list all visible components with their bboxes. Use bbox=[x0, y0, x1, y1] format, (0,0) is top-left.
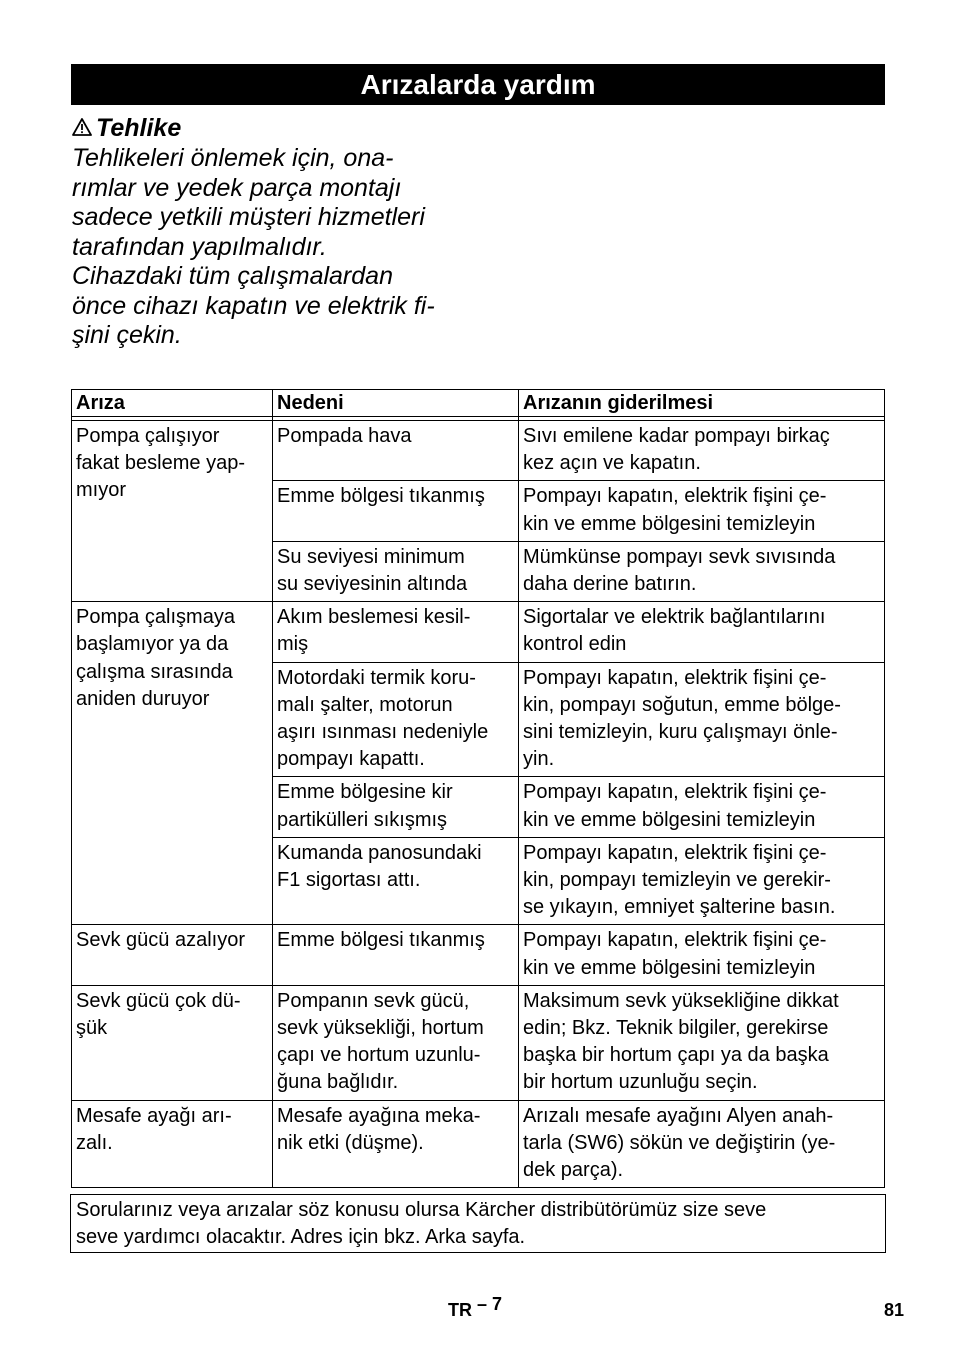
cause-line: miş bbox=[277, 633, 309, 656]
table-row bbox=[72, 925, 885, 985]
remedy-line: tarla (SW6) sökün ve değiştirin (ye- bbox=[523, 1131, 836, 1154]
service-notice bbox=[70, 1194, 886, 1253]
fault-line: Pompa çalışıyor bbox=[76, 425, 220, 447]
remedy-cell bbox=[519, 481, 885, 541]
remedy-line: kontrol edin bbox=[523, 633, 627, 656]
header-cause: Nedeni bbox=[273, 390, 519, 417]
header-remedy: Arızanın giderilmesi bbox=[519, 390, 885, 417]
cause-cell bbox=[273, 541, 519, 601]
cause-line: sevk yüksekliği, hortum bbox=[277, 1017, 484, 1040]
remedy-line: se yıkayın, emniyet şalterine basın. bbox=[523, 896, 836, 919]
warning-line: sadece yetkili müşteri hizmetleri bbox=[72, 203, 425, 231]
cause-line: Mesafe ayağına meka- bbox=[277, 1104, 481, 1127]
fault-line: Sevk gücü azalıyor bbox=[76, 929, 245, 952]
warning-line: rımlar ve yedek parça montajı bbox=[72, 173, 402, 202]
fault-line: zalı. bbox=[76, 1131, 113, 1154]
remedy-line: sini temizleyin, kuru çalışmayı önle- bbox=[523, 721, 838, 744]
remedy-cell bbox=[519, 602, 885, 662]
cause-line: partikülleri sıkışmış bbox=[277, 808, 448, 831]
remedy-line: Mümkünse pompayı sevk sıvısında bbox=[523, 545, 836, 568]
remedy-line: kin, pompayı temizleyin ve gerekir- bbox=[523, 869, 831, 892]
cause-line: F1 sigortası attı. bbox=[277, 869, 421, 892]
remedy-line: Pompayı kapatın, elektrik fişini çe- bbox=[523, 841, 827, 864]
cause-line: malı şalter, motorun bbox=[277, 693, 453, 716]
remedy-line: Pompayı kapatın, elektrik fişini çe- bbox=[523, 781, 827, 804]
cause-cell bbox=[273, 662, 519, 777]
header-fault: Arıza bbox=[72, 390, 273, 417]
cause-cell bbox=[273, 1100, 519, 1188]
remedy-cell bbox=[519, 662, 885, 777]
cause-line: Emme bölgesi tıkanmış bbox=[277, 485, 485, 508]
cause-cell bbox=[273, 925, 519, 985]
remedy-line: edin; Bkz. Teknik bilgiler, gerekirse bbox=[523, 1017, 829, 1040]
remedy-cell bbox=[519, 925, 885, 985]
cause-line: Emme bölgesine kir bbox=[277, 781, 453, 804]
fault-line: başlamıyor ya da bbox=[76, 633, 229, 656]
remedy-cell bbox=[519, 541, 885, 601]
footer-lang: TR bbox=[448, 1300, 472, 1320]
troubleshooting-table bbox=[71, 389, 885, 1188]
table-row bbox=[72, 985, 885, 1100]
fault-cell bbox=[72, 421, 273, 602]
page-title: Arızalarda yardım bbox=[71, 64, 885, 105]
fault-cell bbox=[72, 1100, 273, 1188]
cause-line: Kumanda panosundaki bbox=[277, 841, 482, 864]
remedy-line: başka bir hortum çapı ya da başka bbox=[523, 1044, 829, 1067]
remedy-line: yin. bbox=[523, 748, 555, 771]
remedy-line: Pompayı kapatın, elektrik fişini çe- bbox=[523, 666, 827, 689]
fault-line: şük bbox=[76, 1017, 108, 1040]
warning-triangle-icon bbox=[72, 112, 96, 144]
remedy-line: kin ve emme bölgesini temizleyin bbox=[523, 956, 816, 979]
fault-line: Pompa çalışmaya bbox=[76, 606, 235, 629]
fault-line: aniden duruyor bbox=[76, 687, 210, 710]
cause-cell bbox=[273, 602, 519, 662]
fault-line: Sevk gücü çok dü- bbox=[76, 989, 241, 1012]
remedy-line: Maksimum sevk yüksekliğine dikkat bbox=[523, 989, 839, 1012]
fault-line: çalışma sırasında bbox=[76, 660, 233, 683]
cause-line: Motordaki termik koru- bbox=[277, 666, 476, 689]
remedy-cell bbox=[519, 985, 885, 1100]
cause-line: Emme bölgesi tıkanmış bbox=[277, 929, 485, 952]
cause-cell bbox=[273, 837, 519, 925]
warning-heading-text: Tehlike bbox=[96, 114, 182, 142]
remedy-line: kin ve emme bölgesini temizleyin bbox=[523, 808, 816, 831]
danger-warning bbox=[72, 112, 492, 351]
fault-cell bbox=[72, 925, 273, 985]
remedy-line: dek parça). bbox=[523, 1159, 624, 1182]
remedy-line: daha derine batırın. bbox=[523, 573, 697, 596]
remedy-cell bbox=[519, 421, 885, 481]
remedy-line: kez açın ve kapatın. bbox=[523, 452, 701, 475]
cause-line: Pompanın sevk gücü, bbox=[277, 989, 470, 1012]
warning-line: tarafından yapılmalıdır. bbox=[72, 232, 327, 261]
cause-line: aşırı ısınması nedeniyle bbox=[277, 721, 489, 744]
remedy-cell bbox=[519, 1100, 885, 1188]
fault-line: mıyor bbox=[76, 479, 126, 502]
remedy-line: Sıvı emilene kadar pompayı birkaç bbox=[523, 425, 830, 447]
remedy-line: kin ve emme bölgesini temizleyin bbox=[523, 512, 816, 535]
remedy-line: Pompayı kapatın, elektrik fişini çe- bbox=[523, 929, 827, 952]
warning-line: önce cihazı kapatın ve elektrik fi- bbox=[72, 291, 435, 320]
cause-cell bbox=[273, 777, 519, 837]
table-header-row bbox=[72, 390, 885, 417]
cause-line: ğuna bağlıdır. bbox=[277, 1071, 399, 1094]
cause-line: Akım beslemesi kesil- bbox=[277, 606, 471, 629]
table-row bbox=[72, 602, 885, 662]
cause-line: Pompada hava bbox=[277, 425, 412, 447]
warning-text bbox=[72, 144, 492, 351]
cause-line: çapı ve hortum uzunlu- bbox=[277, 1044, 481, 1067]
cause-line: nik etki (düşme). bbox=[277, 1131, 424, 1154]
fault-line: fakat besleme yap- bbox=[76, 452, 245, 475]
remedy-line: Sigortalar ve elektrik bağlantılarını bbox=[523, 606, 826, 629]
remedy-line: Pompayı kapatın, elektrik fişini çe- bbox=[523, 485, 827, 508]
table-row bbox=[72, 1100, 885, 1188]
fault-line: Mesafe ayağı arı- bbox=[76, 1104, 232, 1127]
footer-section bbox=[448, 1294, 503, 1321]
fault-cell bbox=[72, 985, 273, 1100]
cause-line: pompayı kapattı. bbox=[277, 748, 425, 771]
cause-line: su seviyesinin altında bbox=[277, 573, 468, 596]
cause-cell bbox=[273, 481, 519, 541]
remedy-cell bbox=[519, 777, 885, 837]
warning-line: Cihazdaki tüm çalışmalardan bbox=[72, 262, 393, 290]
warning-heading bbox=[72, 112, 492, 144]
warning-line: şini çekin. bbox=[72, 321, 182, 349]
remedy-line: Arızalı mesafe ayağını Alyen anah- bbox=[523, 1104, 834, 1127]
fault-cell bbox=[72, 602, 273, 925]
footer-section-number: – 7 bbox=[477, 1294, 503, 1314]
remedy-cell bbox=[519, 837, 885, 925]
page-number: 81 bbox=[884, 1300, 905, 1320]
table-row bbox=[72, 421, 885, 481]
remedy-line: bir hortum uzunluğu seçin. bbox=[523, 1071, 758, 1094]
notice-line: Sorularınız veya arızalar söz konusu olursa Kärcher distribütörümüz size seve bbox=[76, 1199, 767, 1221]
cause-line: Su seviyesi minimum bbox=[277, 545, 465, 568]
notice-line: seve yardımcı olacaktır. Adres için bkz. Arka sayfa. bbox=[76, 1226, 526, 1248]
warning-line: Tehlikeleri önlemek için, ona- bbox=[72, 144, 394, 172]
cause-cell bbox=[273, 985, 519, 1100]
remedy-line: kin, pompayı soğutun, emme bölge- bbox=[523, 693, 841, 716]
cause-cell bbox=[273, 421, 519, 481]
